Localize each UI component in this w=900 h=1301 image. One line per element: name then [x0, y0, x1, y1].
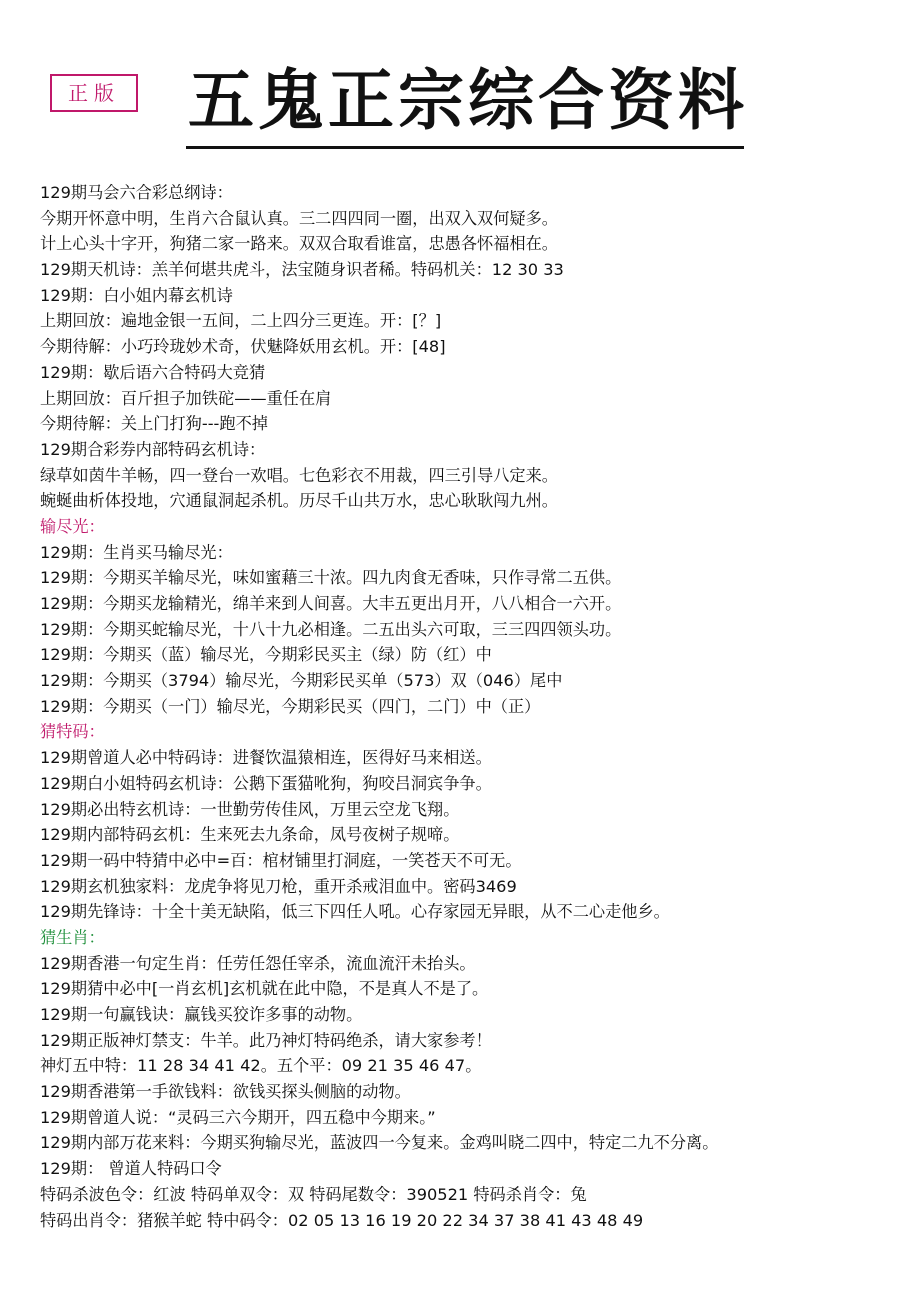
text-line: 上期回放：百斤担子加铁砣——重任在肩 [40, 388, 332, 408]
text-line: 129期天机诗：羔羊何堪共虎斗，法宝随身识者稀。特码机关：12 30 33 [40, 260, 564, 280]
text-line: 今期待解：小巧玲珑妙术奇，伏魅降妖用玄机。开：[48] [40, 337, 446, 357]
text-line: 上期回放：遍地金银一五间，二上四分三更连。开：[？] [40, 311, 442, 331]
text-line: 神灯五中特：11 28 34 41 42。五个平：09 21 35 46 47。 [40, 1056, 482, 1076]
page-title: 五鬼正宗综合资料 [188, 61, 748, 139]
text-line: 特码出肖令：猪猴羊蛇 特中码令：02 05 13 16 19 20 22 34 37 38 41 43 48 49 [40, 1210, 644, 1230]
text-line: 129期：生肖买马输尽光： [40, 542, 233, 562]
text-line: 今期待解：关上门打狗---跑不掉 [40, 414, 268, 434]
text-line: 129期：歇后语六合特码大竞猜 [40, 362, 266, 382]
text-line: 129期：今期买羊输尽光，味如蜜藉三十浓。四九肉食无香味，只作寻常二五供。 [40, 568, 622, 588]
text-line: 129期玄机独家料：龙虎争将见刀枪，重开杀戒泪血中。密码3469 [40, 876, 517, 896]
text-line: 129期正版神灯禁支：牛羊。此乃神灯特码绝杀，请大家参考！ [40, 1030, 492, 1050]
text-line: 129期香港一句定生肖：任劳任怨任宰杀，流血流汗未抬头。 [40, 953, 476, 973]
text-line: 129期猜中必中[一肖玄机]玄机就在此中隐，不是真人不是了。 [40, 979, 489, 999]
document-body [40, 180, 890, 1233]
text-line: 蜿蜒曲析体投地，穴通鼠洞起杀机。历尽千山共万水，忠心耿耿闯九州。 [40, 491, 558, 511]
text-line: 猜生肖： [40, 927, 105, 947]
text-line: 129期：今期买（蓝）输尽光，今期彩民买主（绿）防（红）中 [40, 645, 492, 665]
text-line: 计上心头十字开，狗猪二家一路来。双双合取看谁富，忠愚各怀福相在。 [40, 234, 558, 254]
text-line: 129期先锋诗：十全十美无缺陷，低三下四任人吼。心存家园无异眼，从不二心走他乡。 [40, 902, 670, 922]
text-line: 129期合彩券内部特码玄机诗： [40, 439, 266, 459]
text-line: 129期马会六合彩总纲诗： [40, 183, 233, 202]
text-line: 129期必出特玄机诗：一世勤劳传佳风，万里云空龙飞翔。 [40, 799, 460, 819]
text-line: 129期内部万花来料：今期买狗输尽光，蓝波四一今复来。金鸡叫晓二四中，特定二九不分离。 [40, 1133, 719, 1153]
text-line: 特码杀波色令：红波 特码单双令：双 特码尾数令：390521 特码杀肖令：兔 [40, 1184, 587, 1204]
text-line: 129期：今期买龙输精光，绵羊来到人间喜。大丰五更出月开，八八相合一六开。 [40, 594, 622, 613]
text-line: 绿草如茵牛羊畅，四一登台一欢唱。七色彩衣不用裁，四三引导八定来。 [40, 465, 558, 485]
edition-badge: 正版 [50, 74, 138, 112]
text-line: 输尽光： [40, 516, 105, 536]
text-line: 129期：白小姐内幕玄机诗 [40, 285, 233, 305]
text-line: 129期一句赢钱诀：赢钱买狡诈多事的动物。 [40, 1005, 363, 1024]
text-line: 129期内部特码玄机：生来死去九条命，凤号夜树子规啼。 [40, 825, 460, 845]
text-line: 129期一码中特猜中必中=百：棺材铺里打洞庭，一笑苍天不可无。 [40, 850, 522, 870]
text-line: 猜特码： [40, 722, 105, 742]
text-line: 129期：今期买（3794）输尽光，今期彩民买单（573）双（046）尾中 [40, 671, 563, 691]
text-line: 129期：今期买（一门）输尽光，今期彩民买（四门，二门）中（正） [40, 696, 541, 716]
text-line: 129期： 曾道人特码口令 [40, 1159, 222, 1179]
text-line: 今期开怀意中明，生肖六合鼠认真。三二四四同一圈，出双入双何疑多。 [40, 208, 558, 228]
text-line: 129期曾道人说：“灵码三六今期开，四五稳中今期来。” [40, 1107, 436, 1127]
text-line: 129期曾道人必中特码诗：进餐饮温猿相连，医得好马来相送。 [40, 748, 492, 768]
text-line: 129期：今期买蛇输尽光，十八十九必相逢。二五出头六可取，三三四四领头功。 [40, 619, 622, 639]
title-underline [186, 146, 744, 149]
text-line: 129期香港第一手欲钱料：欲钱买探头侧脑的动物。 [40, 1082, 411, 1102]
text-line: 129期白小姐特码玄机诗：公鹅下蛋猫吪狗，狗咬吕洞宾争争。 [40, 773, 492, 793]
